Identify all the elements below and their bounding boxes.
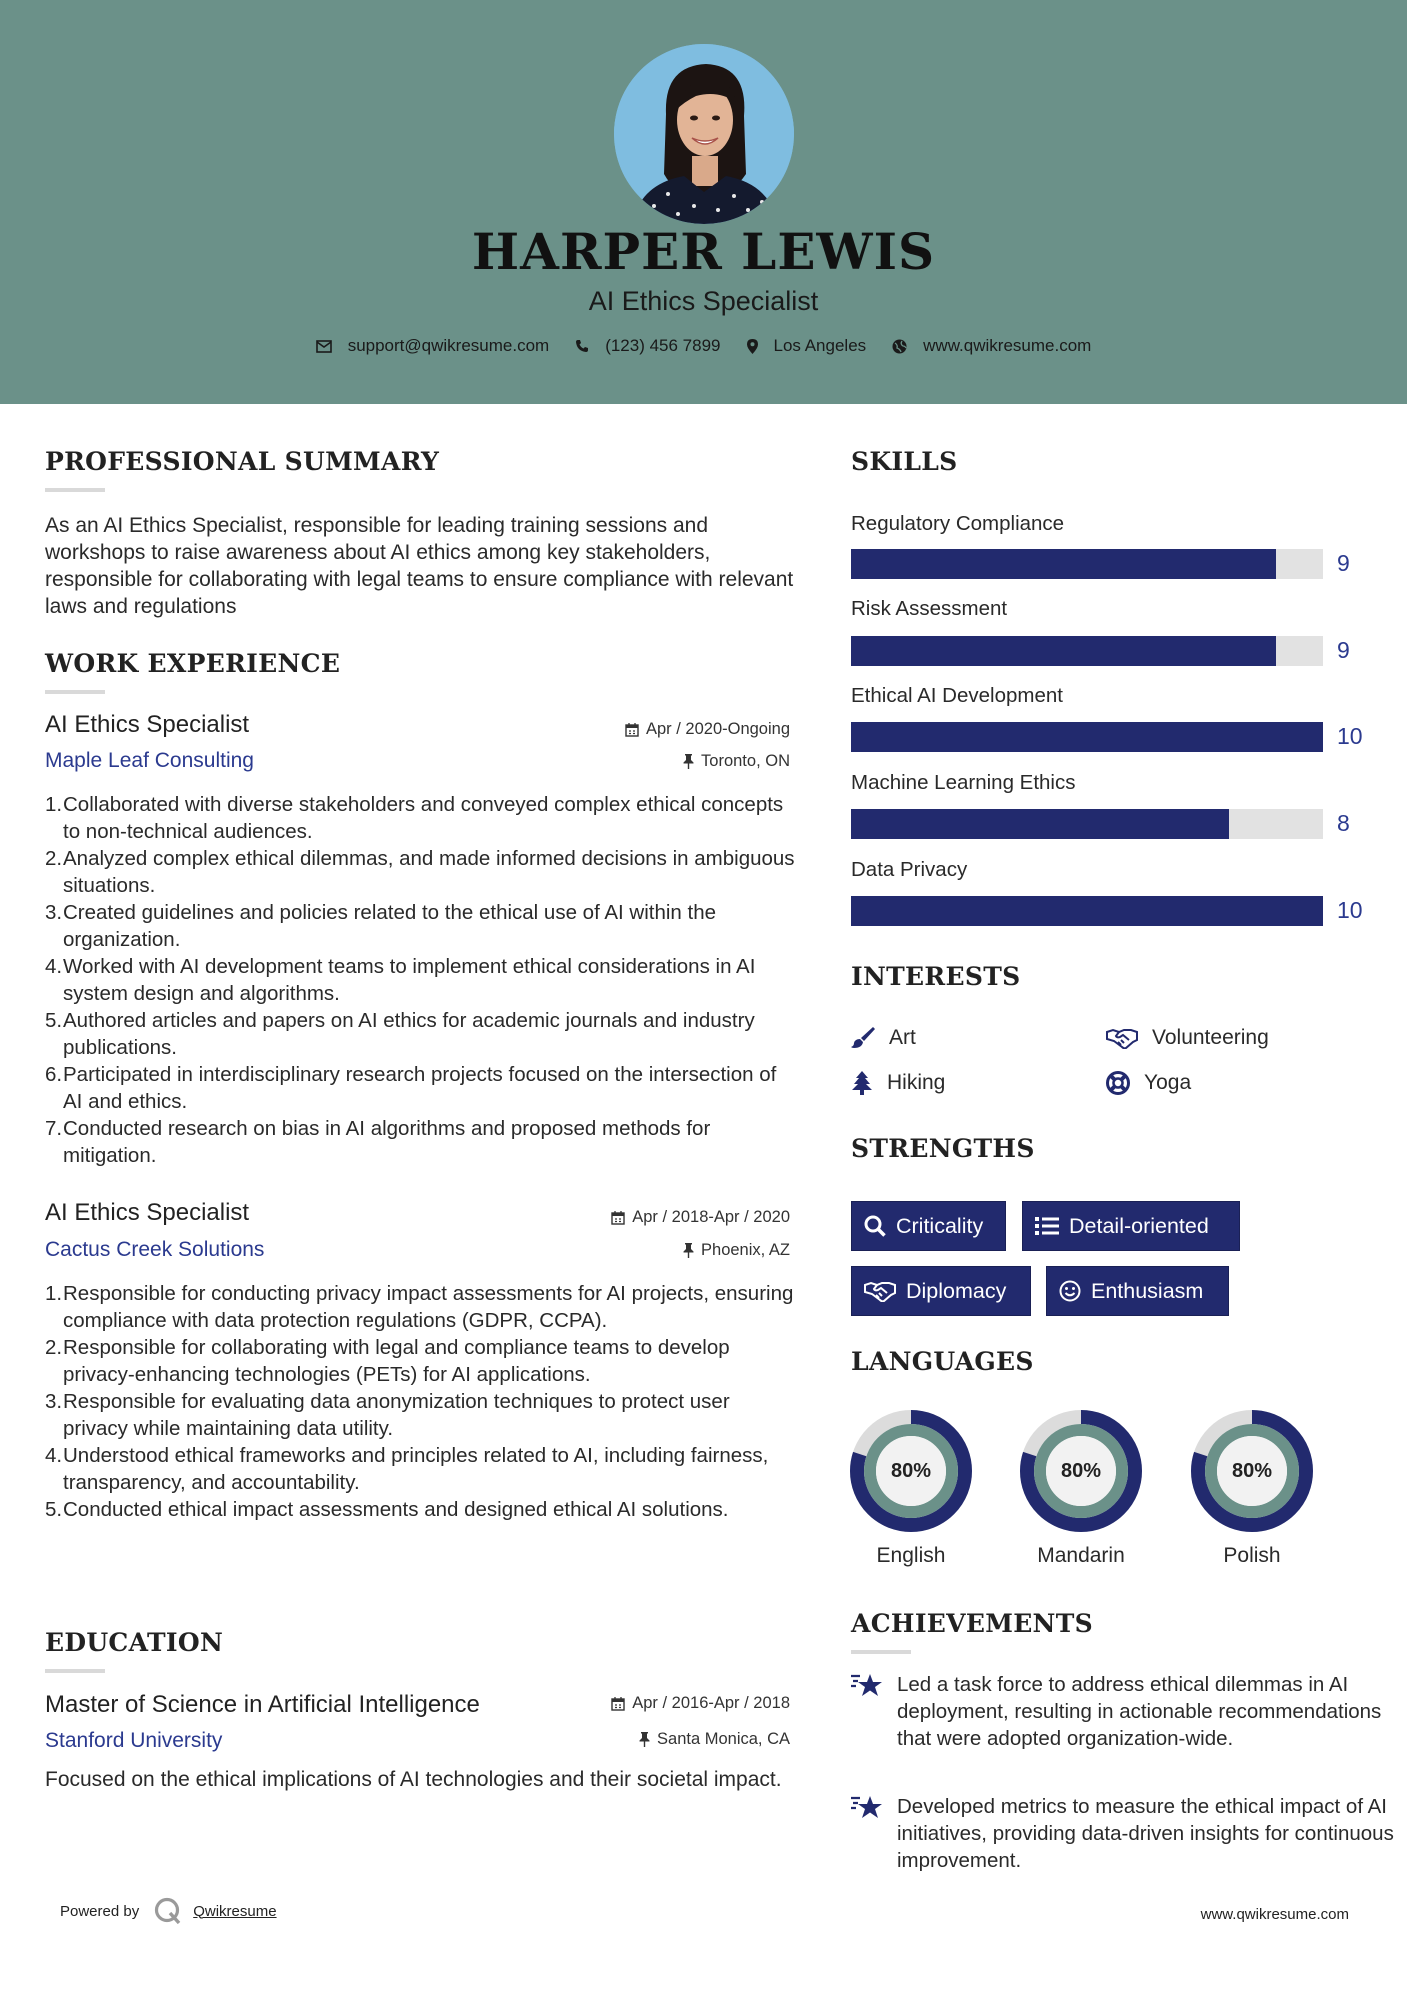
candidate-name: HARPER LEWIS: [471, 222, 936, 281]
calendar-icon: [611, 1211, 625, 1225]
job-duties-list: [45, 1280, 795, 1523]
interest-item: [851, 1071, 945, 1095]
handshake-icon: [864, 1280, 896, 1302]
language-ring: [1019, 1409, 1143, 1533]
list-number: 6.: [45, 1063, 63, 1086]
skill-bar-fill: [851, 549, 1276, 579]
list-number: 5.: [45, 1498, 63, 1521]
candidate-role: AI Ethics Specialist: [588, 286, 819, 316]
list-number: 1.: [45, 793, 63, 816]
list-number: 4.: [45, 1444, 63, 1467]
list-item-text: Created guidelines and policies related to the ethical use of AI within the organization.: [63, 901, 716, 951]
list-item: [45, 1334, 795, 1388]
list-number: 7.: [45, 1117, 63, 1140]
list-item: [45, 791, 795, 845]
tree-icon: [851, 1071, 873, 1095]
strength-tag: [851, 1266, 1031, 1316]
strength-tag: [851, 1201, 1006, 1251]
skill-bar-track: [851, 636, 1323, 666]
phone-icon: [575, 339, 589, 353]
languages-heading: LANGUAGES: [851, 1347, 1034, 1376]
job-company: Cactus Creek Solutions: [45, 1238, 265, 1261]
strength-label: Detail-oriented: [1069, 1213, 1209, 1238]
pushpin-icon: [639, 1732, 650, 1747]
job-dates: [611, 1208, 790, 1227]
star-award-icon: [851, 1672, 883, 1698]
skills-heading: SKILLS: [851, 447, 958, 476]
skill-label: Risk Assessment: [851, 597, 1008, 620]
language-level: 80%: [1060, 1459, 1102, 1482]
job-dates-text: Apr / 2020-Ongoing: [645, 720, 790, 738]
achievement-text: Developed metrics to measure the ethical impact of AI initiatives, providing data-driven insights for continuous improvement.: [897, 1795, 1394, 1872]
skill-label: Regulatory Compliance: [851, 512, 1065, 535]
job-title: AI Ethics Specialist: [45, 711, 250, 738]
list-item: [45, 845, 795, 899]
skill-bar-fill: [851, 896, 1323, 926]
list-item: [45, 1061, 795, 1115]
list-item-text: Conducted ethical impact assessments and designed ethical AI solutions.: [63, 1498, 729, 1521]
skill-bar-fill: [851, 722, 1323, 752]
contact-website-text: www.qwikresume.com: [923, 336, 1092, 355]
language-name: English: [876, 1544, 946, 1567]
interest-label: Art: [889, 1026, 916, 1049]
list-item-text: Participated in interdisciplinary research projects focused on the intersection of AI and ethics.: [63, 1063, 777, 1113]
education-location-text: Santa Monica, CA: [657, 1730, 790, 1748]
star-award-icon: [851, 1794, 883, 1820]
experience-divider: [45, 690, 105, 694]
list-item: [45, 1496, 795, 1523]
strength-tag: [1022, 1201, 1240, 1251]
strengths-heading: STRENGTHS: [851, 1134, 1035, 1163]
achievements-heading: ACHIEVEMENTS: [851, 1609, 1093, 1638]
list-item: [45, 1115, 795, 1169]
search-icon: [864, 1215, 886, 1237]
resume-header: [0, 0, 1407, 404]
list-item-text: Analyzed complex ethical dilemmas, and made informed decisions in ambiguous situations.: [63, 847, 795, 897]
profile-photo: [614, 44, 794, 224]
list-number: 3.: [45, 901, 63, 924]
list-item: [45, 899, 795, 953]
list-item-text: Collaborated with diverse stakeholders and conveyed complex ethical concepts to non-technical audiences.: [63, 793, 784, 843]
skill-label: Ethical AI Development: [851, 684, 1063, 707]
footer-powered-by: [60, 1896, 277, 1926]
list-item-text: Responsible for evaluating data anonymization techniques to protect user privacy while maintaining data utility.: [63, 1390, 730, 1440]
education-divider: [45, 1669, 105, 1673]
job-location-text: Toronto, ON: [701, 752, 790, 770]
contact-email[interactable]: [316, 336, 550, 356]
contact-phone[interactable]: [575, 336, 720, 356]
list-item: [45, 1280, 795, 1334]
skill-bar-track: [851, 896, 1323, 926]
interest-item: [1106, 1071, 1191, 1095]
skill-bar-track: [851, 549, 1323, 579]
interest-label: Yoga: [1144, 1071, 1192, 1094]
job-company: Maple Leaf Consulting: [45, 749, 254, 772]
list-item-text: Conducted research on bias in AI algorithms and proposed methods for mitigation.: [63, 1117, 711, 1167]
skill-label: Data Privacy: [851, 858, 968, 881]
contact-bar: [0, 336, 1407, 356]
contact-website[interactable]: [892, 336, 1091, 356]
skill-value: 8: [1337, 810, 1350, 836]
language-level: 80%: [890, 1459, 932, 1482]
experience-heading: WORK EXPERIENCE: [45, 649, 341, 678]
list-number: 3.: [45, 1390, 63, 1413]
strength-label: Enthusiasm: [1091, 1278, 1204, 1303]
school-name: Stanford University: [45, 1729, 223, 1752]
contact-email-text: support@qwikresume.com: [347, 336, 550, 355]
education-heading: EDUCATION: [45, 1628, 224, 1657]
paintbrush-icon: [851, 1026, 875, 1050]
skill-bar-fill: [851, 809, 1229, 839]
map-pin-icon: [747, 339, 758, 354]
smile-icon: [1059, 1280, 1081, 1302]
list-item-text: Responsible for collaborating with legal and compliance teams to develop privacy-enhancing technologies (PETs) for AI applications.: [63, 1336, 730, 1386]
achievements-divider: [851, 1650, 911, 1654]
skill-bar-fill: [851, 636, 1276, 666]
list-number: 5.: [45, 1009, 63, 1032]
job-dates: [625, 720, 790, 739]
powered-by-label: Powered by: [60, 1902, 140, 1920]
list-item-text: Worked with AI development teams to implement ethical considerations in AI system design and algorithms.: [63, 955, 756, 1005]
language-ring: [1190, 1409, 1314, 1533]
skill-value: 9: [1337, 550, 1350, 576]
list-item: [45, 1388, 795, 1442]
qwikresume-link[interactable]: Qwikresume: [193, 1902, 277, 1920]
degree-title: Master of Science in Artificial Intelligence: [45, 1691, 480, 1718]
language-level: 80%: [1231, 1459, 1273, 1482]
list-item-text: Understood ethical frameworks and principles related to AI, including fairness, transparency, and accountability.: [63, 1444, 769, 1494]
lifering-icon: [1106, 1071, 1130, 1095]
strength-label: Diplomacy: [906, 1278, 1007, 1303]
job-duties-list: [45, 791, 795, 1169]
education-location: [639, 1730, 790, 1749]
calendar-icon: [625, 723, 639, 737]
envelope-icon: [316, 340, 332, 353]
interest-item: [851, 1026, 916, 1050]
skill-value: 10: [1337, 897, 1363, 923]
language-ring: [849, 1409, 973, 1533]
contact-location-text: Los Angeles: [773, 336, 867, 355]
list-item: [45, 953, 795, 1007]
interest-label: Volunteering: [1152, 1026, 1269, 1049]
qwikresume-logo-icon: [153, 1896, 183, 1926]
job-dates-text: Apr / 2018-Apr / 2020: [632, 1208, 790, 1226]
list-icon: [1035, 1216, 1059, 1236]
language-name: Polish: [1223, 1544, 1281, 1567]
job-title: AI Ethics Specialist: [45, 1199, 250, 1226]
skill-value: 10: [1337, 723, 1363, 749]
summary-text: As an AI Ethics Specialist, responsible for leading training sessions and workshops to raise awareness about AI ethics among key stakeholders, responsible for collaborating with legal teams to ensure compliance with relevant laws and regulations: [45, 514, 794, 618]
pushpin-icon: [683, 1243, 694, 1258]
footer-website[interactable]: www.qwikresume.com: [1200, 1906, 1349, 1923]
skill-value: 9: [1337, 637, 1350, 663]
globe-icon: [892, 339, 907, 354]
list-number: 1.: [45, 1282, 63, 1305]
achievement-item: [851, 1793, 1407, 1874]
skill-bar-track: [851, 722, 1323, 752]
pushpin-icon: [683, 754, 694, 769]
achievement-item: [851, 1671, 1407, 1752]
achievement-text: Led a task force to address ethical dilemmas in AI deployment, resulting in actionable recommendations that were adopted organization-wide.: [897, 1673, 1382, 1750]
job-location: [683, 1241, 790, 1260]
list-number: 4.: [45, 955, 63, 978]
education-dates: [611, 1694, 790, 1713]
skill-label: Machine Learning Ethics: [851, 771, 1076, 794]
language-name: Mandarin: [1037, 1544, 1125, 1567]
list-item: [45, 1442, 795, 1496]
strength-label: Criticality: [896, 1213, 984, 1238]
calendar-icon: [611, 1697, 625, 1711]
job-location-text: Phoenix, AZ: [701, 1241, 790, 1259]
interests-heading: INTERESTS: [851, 962, 1021, 991]
skill-bar-track: [851, 809, 1323, 839]
handshake-icon: [1106, 1027, 1138, 1049]
strength-tag: [1046, 1266, 1229, 1316]
contact-location: [747, 336, 867, 356]
list-item: [45, 1007, 795, 1061]
interest-label: Hiking: [887, 1071, 946, 1094]
contact-phone-text: (123) 456 7899: [605, 336, 721, 355]
list-number: 2.: [45, 1336, 63, 1359]
list-number: 2.: [45, 847, 63, 870]
education-dates-text: Apr / 2016-Apr / 2018: [632, 1694, 790, 1712]
summary-heading: PROFESSIONAL SUMMARY: [45, 447, 440, 476]
list-item-text: Authored articles and papers on AI ethics for academic journals and industry publications.: [63, 1009, 755, 1059]
job-location: [683, 752, 790, 771]
summary-divider: [45, 488, 105, 492]
list-item-text: Responsible for conducting privacy impact assessments for AI projects, ensuring compliance with data protection regulations (GDPR, CCPA).: [63, 1282, 794, 1332]
interest-item: [1106, 1026, 1269, 1050]
education-description: Focused on the ethical implications of AI technologies and their societal impact.: [45, 1768, 782, 1791]
